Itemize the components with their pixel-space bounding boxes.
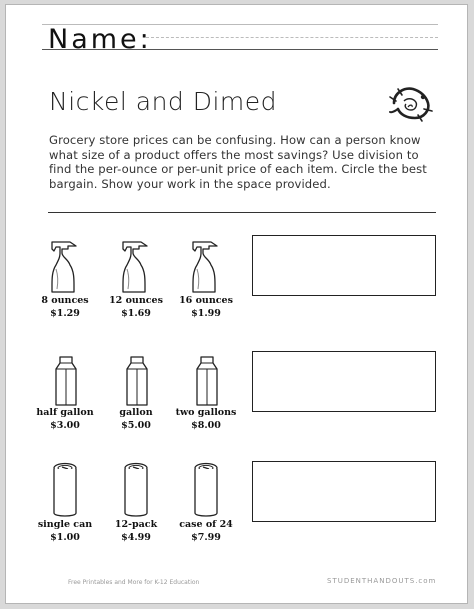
item-price: $1.00 (50, 532, 80, 543)
item-price: $4.99 (121, 532, 151, 543)
name-write-line[interactable] (42, 49, 438, 50)
work-space-box[interactable] (252, 461, 436, 522)
item-price: $5.00 (121, 420, 151, 431)
name-guide-mid (146, 37, 438, 38)
item-price: $8.00 (191, 420, 221, 431)
item-price: $1.99 (191, 308, 221, 319)
spray-bottle-icon (187, 239, 225, 295)
product-item (171, 355, 241, 432)
soda-can-icon (121, 461, 151, 519)
product-item (101, 461, 171, 544)
divider-line (48, 212, 436, 213)
soda-can-icon (50, 461, 80, 519)
instructions-text: Grocery store prices can be confusing. How can a person know what size of a product offers the most savings? Use division to find the per-ounce or per-unit price of each item. Circle the best bargain. Show your work in the space provided. (49, 133, 427, 191)
soda-can-icon (191, 461, 221, 519)
footer-tagline: Free Printables and More for K-12 Education (68, 579, 200, 586)
item-price: $1.29 (50, 308, 80, 319)
item-size-label: 12-pack (114, 519, 158, 530)
product-item (101, 355, 171, 432)
name-label: Name: (48, 24, 152, 55)
product-item (30, 461, 100, 544)
product-item (30, 355, 100, 432)
item-size-label: 16 ounces (179, 295, 233, 306)
milk-carton-icon (50, 355, 80, 407)
product-item (171, 239, 241, 320)
work-space-box[interactable] (252, 351, 436, 412)
item-size-label: 8 ounces (41, 295, 89, 306)
worksheet-page (5, 4, 468, 604)
item-price: $1.69 (121, 308, 151, 319)
item-size-label: gallon (119, 407, 153, 418)
milk-carton-icon (191, 355, 221, 407)
gecko-logo-icon (388, 83, 434, 123)
product-item (101, 239, 171, 320)
item-size-label: single can (37, 519, 93, 530)
worksheet-title: Nickel and Dimed (49, 87, 278, 116)
milk-carton-icon (121, 355, 151, 407)
item-size-label: case of 24 (179, 519, 233, 530)
item-price: $3.00 (50, 420, 80, 431)
product-item (30, 239, 100, 320)
item-size-label: two gallons (175, 407, 237, 418)
item-size-label: 12 ounces (109, 295, 163, 306)
item-size-label: half gallon (36, 407, 94, 418)
item-price: $7.99 (191, 532, 221, 543)
footer-site-link[interactable]: STUDENTHANDOUTS.com (327, 577, 437, 585)
spray-bottle-icon (117, 239, 155, 295)
name-guide-top (42, 24, 438, 25)
spray-bottle-icon (46, 239, 84, 295)
work-space-box[interactable] (252, 235, 436, 296)
product-item (171, 461, 241, 544)
